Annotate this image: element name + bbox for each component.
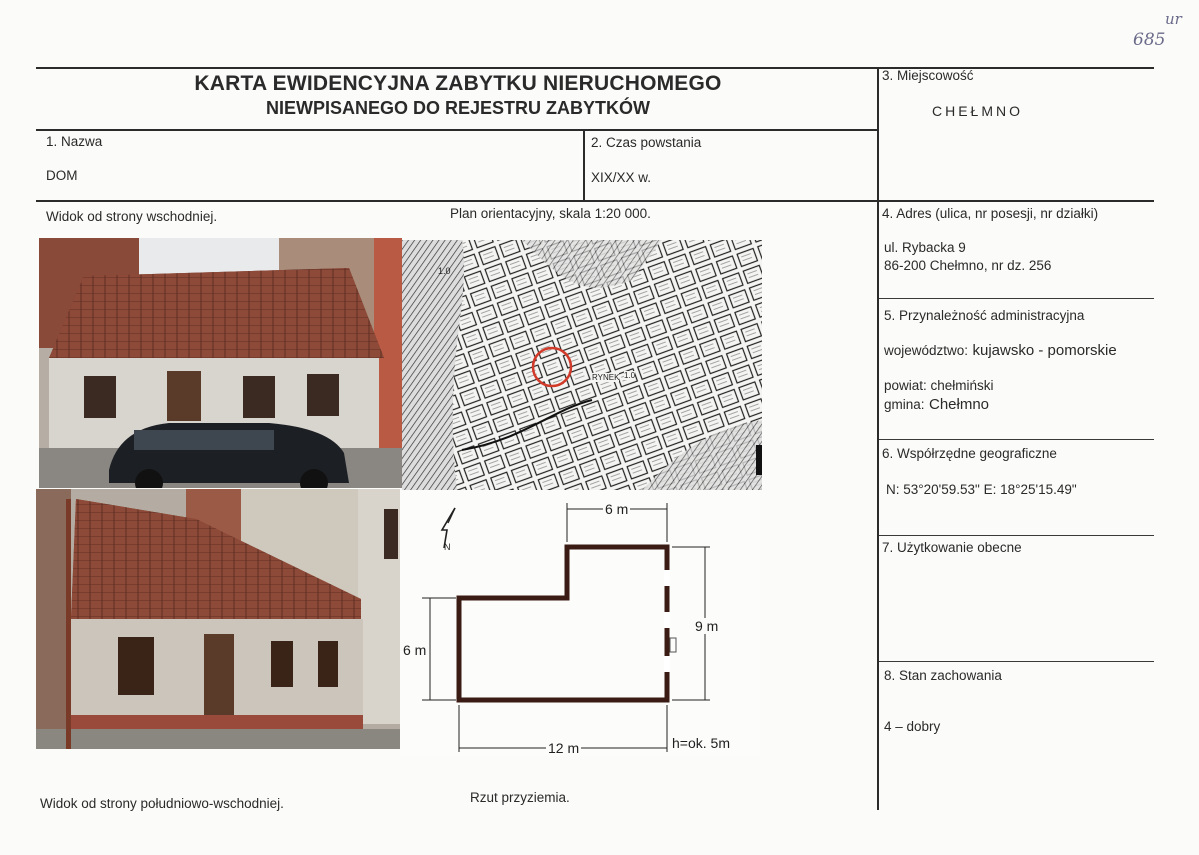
handwritten-note-number: 685: [1133, 30, 1166, 50]
divider-8: [879, 661, 1154, 662]
miejscowosc-value: CHEŁMNO: [932, 103, 1024, 119]
stan-label: 8. Stan zachowania: [884, 668, 1002, 683]
name-row-bottom-border: [36, 200, 1154, 202]
gmina-value: Chełmno: [928, 396, 990, 413]
card-top-border: [36, 67, 1154, 69]
wojewodztwo-line: [884, 342, 1117, 360]
adres-line1: ul. Rybacka 9: [884, 240, 966, 255]
wspolrzedne-value: N: 53°20'59.53" E: 18°25'15.49": [886, 482, 1077, 497]
handwritten-note-ur: ur: [1165, 10, 1182, 28]
miejscowosc-label: 3. Miejscowość: [882, 68, 974, 83]
map-label-10-right: 1.0: [624, 371, 636, 380]
plan-caption: Plan orientacyjny, skala 1:20 000.: [450, 206, 651, 221]
map-illustration: [402, 240, 762, 490]
stan-value: 4 – dobry: [884, 719, 941, 734]
southeast-view-photo: [36, 489, 400, 749]
floor-plan: [400, 490, 760, 756]
card-title: KARTA EWIDENCYJNA ZABYTKU NIERUCHOMEGO: [194, 72, 722, 95]
dim-left: 6 m: [403, 642, 427, 658]
dim-right: 9 m: [695, 618, 719, 634]
uzytkowanie-label: 7. Użytkowanie obecne: [882, 540, 1022, 555]
divider-6: [879, 439, 1154, 440]
divider-7: [879, 535, 1154, 536]
przynaleznosc-label: 5. Przynależność administracyjna: [884, 308, 1085, 323]
dim-bottom: 12 m: [548, 740, 580, 756]
gmina-line: [884, 396, 989, 414]
orientation-map: [402, 240, 762, 490]
card-subtitle: NIEWPISANEGO DO REJESTRU ZABYTKÓW: [265, 98, 651, 118]
nazwa-value: DOM: [46, 168, 78, 183]
southeast-view-illustration: [36, 489, 400, 749]
title-bottom-border: [36, 129, 878, 131]
czas-value: XIX/XX w.: [591, 170, 652, 185]
divider-5: [879, 298, 1154, 299]
gmina-label: gmina:: [884, 397, 925, 412]
map-label-10-left: 1.0: [438, 266, 451, 276]
map-label-rynek: RYNEK: [592, 373, 620, 382]
czas-divider: [583, 130, 585, 201]
east-view-caption: Widok od strony wschodniej.: [46, 209, 218, 224]
east-view-photo: [39, 238, 402, 488]
dim-top: 6 m: [605, 501, 629, 517]
nazwa-label: 1. Nazwa: [46, 134, 103, 149]
svg-text:N: N: [444, 542, 451, 552]
powiat-value: powiat: chełmiński: [884, 378, 994, 393]
east-view-illustration: [39, 238, 402, 488]
czas-label: 2. Czas powstania: [591, 135, 702, 150]
wspolrzedne-label: 6. Współrzędne geograficzne: [882, 446, 1057, 461]
adres-label: 4. Adres (ulica, nr posesji, nr działki): [882, 206, 1099, 221]
north-arrow-icon: [442, 508, 455, 552]
southeast-view-caption: Widok od strony południowo-wschodniej.: [40, 796, 284, 811]
dim-height: h=ok. 5m: [672, 735, 730, 751]
adres-line2: 86-200 Chełmno, nr dz. 256: [884, 258, 1052, 273]
wojewodztwo-value: kujawsko - pomorskie: [972, 342, 1117, 359]
wojewodztwo-label: województwo:: [884, 343, 969, 358]
floor-plan-caption: Rzut przyziemia.: [470, 790, 570, 805]
